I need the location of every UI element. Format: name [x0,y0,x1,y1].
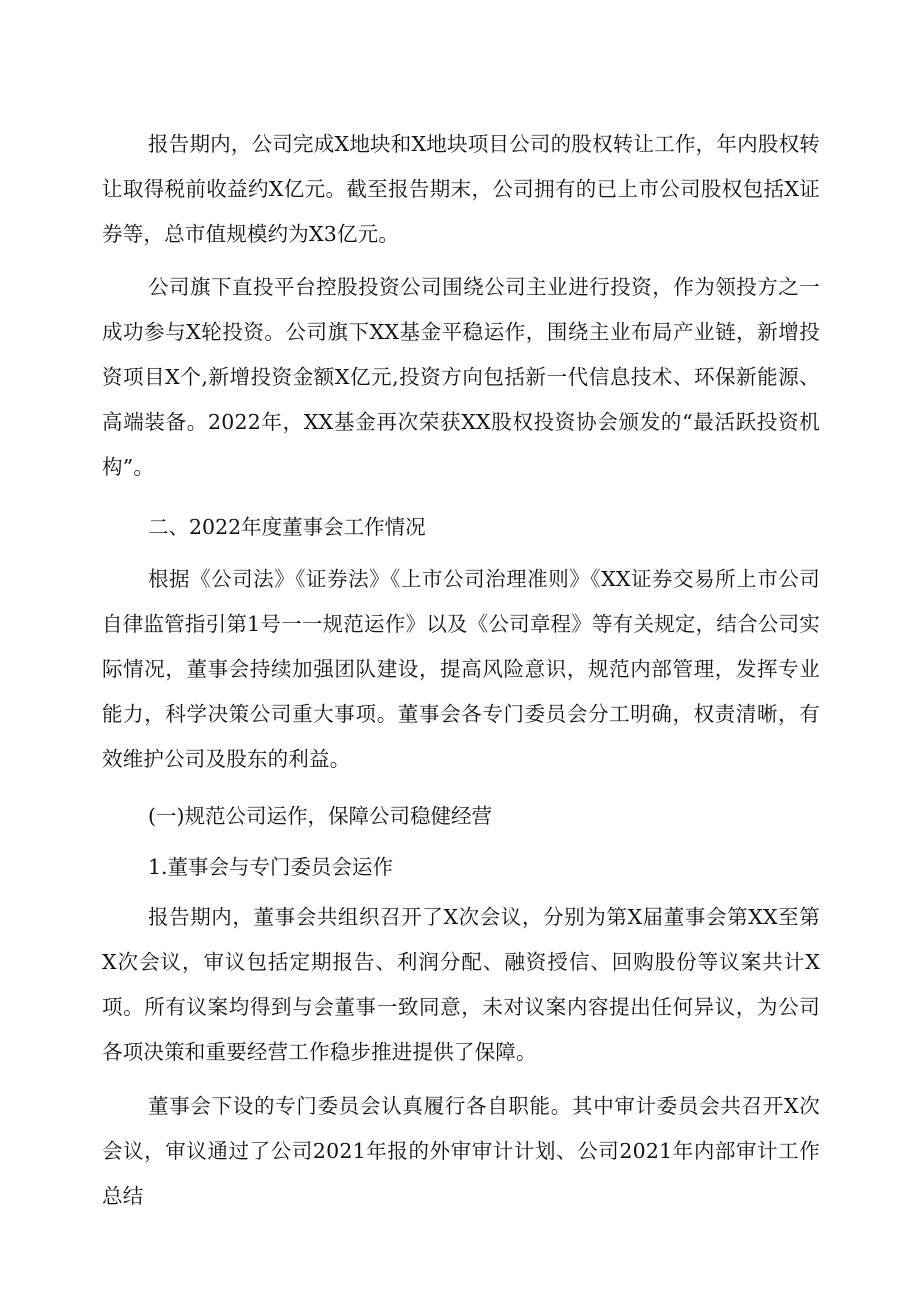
section-heading-board-work: 二、2022年度董事会工作情况 [148,515,426,539]
paragraph-board-governance: 根据《公司法》《证券法》《上市公司治理准则》《XX证券交易所上市公司自律监管指引第1号一一规范运作》以及《公司章程》等有关规定，结合公司实际情况，董事会持续加强团队建设，提高风险意识，规范内部管理，发挥专业能力，科学决策公司重大事项。董事会各专门委员会分工明确，权责清晰，有效维护公司及股东的利益。 [102,567,820,771]
subsection-heading-board-committees: 1.董事会与专门委员会运作 [148,855,394,879]
paragraph-board-meetings: 报告期内，董事会共组织召开了X次会议，分别为第X届董事会第XX至第X次会议，审议包括定期报告、利润分配、融资授信、回购股份等议案共计X项。所有议案均得到与会董事一致同意，未对议案内容提出任何异议，为公司各项决策和重要经营工作稳步推进提供了保障。 [102,905,820,1064]
paragraph-equity-transfer: 报告期内，公司完成X地块和X地块项目公司的股权转让工作，年内股权转让取得税前收益约X亿元。截至报告期末，公司拥有的已上市公司股权包括X证券等，总市值规模约为X3亿元。 [102,132,820,246]
subsection-heading-standardize-operation: (一)规范公司运作，保障公司稳健经营 [148,804,492,828]
paragraph-investment-platform: 公司旗下直投平台控股投资公司围绕公司主业进行投资，作为领投方之一成功参与X轮投资。公司旗下XX基金平稳运作，围绕主业布局产业链，新增投资项目X个,新增投资金额X亿元,投资方向包括新一代信息技术、环保新能源、高端装备。2022年，XX基金再次荣获XX股权投资协会颁发的“最活跃投资机构”。 [102,275,820,479]
paragraph-special-committees: 董事会下设的专门委员会认真履行各自职能。其中审计委员会共召开X次会议，审议通过了公司2021年报的外审审计计划、公司2021年内部审计工作总结 [102,1094,820,1208]
